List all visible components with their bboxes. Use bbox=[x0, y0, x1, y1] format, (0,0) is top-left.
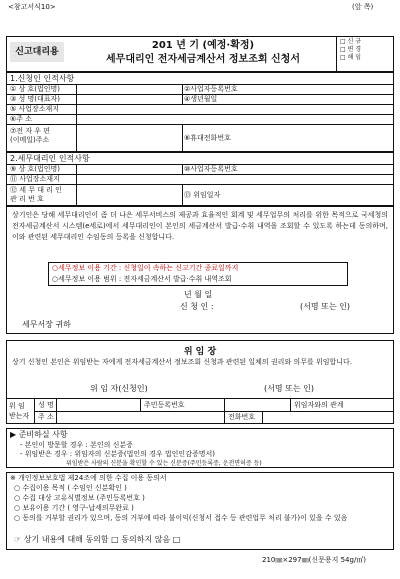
privacy-item: ○ 동의를 거부할 권리가 있으며, 동의 거부에 따라 불이익(신청서 접수 등 관련업무 처리 불가)이 있을 수 있음 bbox=[14, 514, 348, 522]
recipient-phone-label: 전화번호 bbox=[228, 413, 256, 421]
applicant-bizno-label: ②사업자등록번호 bbox=[184, 85, 238, 93]
office-badge: 신고대리용 bbox=[10, 42, 64, 62]
recipient-name-label: 성 명 bbox=[38, 401, 54, 409]
tax-office-label: 세무서장 귀하 bbox=[22, 320, 71, 329]
applicant-name-label: ① 상 호(법인명) bbox=[10, 85, 60, 93]
applicant-mobile-label: ⑧휴대전화번호 bbox=[184, 134, 231, 142]
docs-self: - 본인이 방문할 경우 : 본인의 신분증 bbox=[20, 441, 133, 449]
docs-heading: ▶ 준비하실 사항 bbox=[10, 430, 68, 439]
applicant-rep-label: ③ 성 명(대표자) bbox=[10, 95, 60, 103]
page-side-label: (앞 쪽) bbox=[352, 3, 374, 11]
agent-bizno-label: ⑩사업자등록번호 bbox=[184, 165, 238, 173]
delegation-title: 위 임 장 bbox=[183, 347, 217, 357]
agent-addr-label: ⑪ 사업장소재지 bbox=[10, 175, 60, 183]
consent-text: 상기인은 당해 세무대리인이 좀 더 나은 세무서비스의 제공과 효율적인 회계 및 세무업무의 처리를 위한 목적으로 국세청의 전자세금계산서 시스템(e세로)에서 세무대리인이 본인의 세금계산서 발급·수취 내역을 조회할 수 있도록 하는데 동의하며, 이와 관련된 세무대리인 수임동의 등록을 신청합니다. bbox=[12, 211, 388, 241]
recipient-rrn-label: 주민등록번호 bbox=[144, 401, 185, 409]
applicant-birth-label: ④생년월일 bbox=[184, 95, 218, 103]
section1-heading: 1.신청인 인적사항 bbox=[10, 74, 75, 83]
recipient-relation-label: 위임자와의 관계 bbox=[294, 401, 344, 409]
option-list bbox=[340, 38, 361, 62]
usage-scope: ○세무정보 이용 범위 : 전자세금계산서 발급·수취 내역조회 bbox=[52, 275, 232, 283]
agent-mgmt-label: ⑫ 세 무 대 리 인 관 리 번 호 bbox=[10, 186, 62, 203]
option-change[interactable]: □ 변 경 bbox=[340, 46, 362, 53]
privacy-item: ○ 수집이용 목적 ( 수임인 신분확인 ) bbox=[14, 484, 127, 492]
applicant-email-label: ⑦전 자 우 편 (이메일)주소 bbox=[10, 127, 50, 144]
delegator-sign-hint: (서명 또는 인) bbox=[264, 384, 314, 393]
privacy-heading: ※ 개인정보보호법 제24조에 의한 수집 이용 동의서 bbox=[10, 474, 167, 482]
delegator-label: 위 임 자(신청인) bbox=[90, 384, 148, 393]
form-reference-label: <참고서식10> bbox=[8, 3, 56, 11]
applicant-addr-label: ⑤ 사업장소재지 bbox=[10, 105, 60, 113]
title-period: 201 년 기 (예정·확정) bbox=[151, 40, 255, 51]
docs-recipient-id: 위임받은 사람의 신분을 확인할 수 있는 신분증(주민등록증, 운전면허증 등) bbox=[66, 460, 262, 467]
recipient-addr-label: 주 소 bbox=[38, 413, 54, 421]
option-terminate[interactable]: □ 해 임 bbox=[340, 54, 362, 61]
agent-name-label: ⑨ 상 호(법인명) bbox=[10, 165, 60, 173]
applicant-home-label: ⑥주 소 bbox=[10, 115, 33, 123]
recipient-label: 위 임 받는자 bbox=[9, 402, 30, 420]
consent-choice[interactable]: ☞ 상기 내용에 대해 동의함 □ 동의하지 않음 □ bbox=[14, 535, 181, 544]
option-new[interactable]: □ 신 규 bbox=[340, 38, 362, 45]
agent-date-label: ⑬ 위임일자 bbox=[184, 191, 221, 199]
paper-spec: 210㎜×297㎜(신문용지 54g/㎡) bbox=[262, 556, 367, 564]
section2-heading: 2.세무대리인 인적사항 bbox=[10, 154, 90, 163]
privacy-item: ○ 보유이용 기간 ( 영구-납세의무완료 ) bbox=[14, 504, 134, 512]
privacy-item: ○ 수집 대상 고유식별정보 (주민등록번호 ) bbox=[14, 494, 145, 502]
applicant-sign-label: 신 청 인 : bbox=[180, 302, 214, 311]
usage-period: ○세무정보 이용 기간 : 신청일이 속하는 신고기간 종료일까지 bbox=[52, 264, 239, 272]
applicant-sign-hint: (서명 또는 인) bbox=[300, 302, 350, 311]
delegation-text: 상기 신청인 본인은 위임받는 자에게 전자세금계산서 정보조회 신청과 관련된 일체의 권리와 의무를 위임합니다. bbox=[12, 358, 352, 366]
request-date: 년 월 일 bbox=[184, 290, 213, 299]
page-title: 세무대리인 전자세금계산서 정보조회 신청서 bbox=[106, 54, 300, 65]
docs-delegated: - 위임받은 경우 : 위임자의 신분증(법인의 경우 법인인감증명서) bbox=[20, 450, 215, 458]
